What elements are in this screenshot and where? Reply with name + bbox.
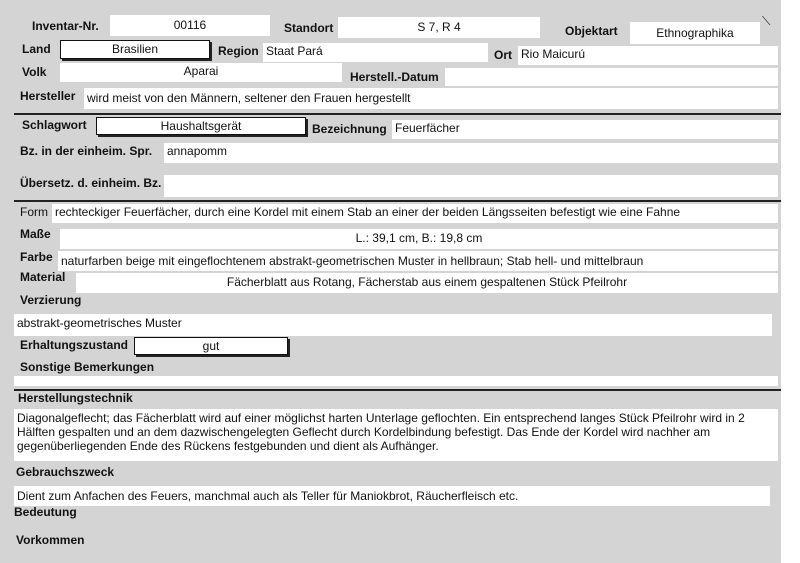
objektart-label: Objektart <box>565 24 618 38</box>
uebersetz-label: Übersetz. d. einheim. Bz. <box>20 176 162 190</box>
schlagwort-field[interactable]: Haushaltsgerät <box>96 117 306 135</box>
bezeichnung-label: Bezeichnung <box>312 122 387 136</box>
form-label: Form <box>20 205 48 219</box>
herstellungstechnik-label: Herstellungstechnik <box>18 391 133 405</box>
volk-label: Volk <box>22 65 47 79</box>
herstell-datum-label: Herstell.-Datum <box>350 70 439 84</box>
objektart-field[interactable]: Ethnographika <box>630 22 760 44</box>
corner-mark-icon: ⟍ <box>762 14 771 28</box>
ort-label: Ort <box>494 48 512 62</box>
herstell-datum-field[interactable] <box>445 68 778 86</box>
volk-field[interactable]: Aparai <box>60 63 342 82</box>
section-divider <box>14 113 781 115</box>
hersteller-label: Hersteller <box>20 89 76 103</box>
standort-label: Standort <box>284 21 334 35</box>
hersteller-field[interactable]: wird meist von den Männern, seltener den Frauen hergestellt <box>84 88 778 109</box>
material-label: Material <box>20 270 66 284</box>
region-label: Region <box>218 44 259 58</box>
bezeichnung-field[interactable]: Feuerfächer <box>392 120 778 139</box>
erhaltung-label: Erhaltungszustand <box>20 338 129 352</box>
land-field[interactable]: Brasilien <box>60 40 210 59</box>
gebrauchszweck-label: Gebrauchszweck <box>16 465 115 479</box>
uebersetz-field[interactable] <box>164 175 778 197</box>
verzierung-label: Verzierung <box>20 293 82 307</box>
land-label: Land <box>22 42 51 56</box>
inventar-nr-field[interactable]: 00116 <box>110 15 270 36</box>
ort-field[interactable]: Rio Maicurú <box>518 46 778 65</box>
region-field[interactable]: Staat Pará <box>263 43 488 62</box>
masse-field[interactable]: L.: 39,1 cm, B.: 19,8 cm <box>60 229 778 249</box>
bz-einheim-field[interactable]: annapomm <box>164 143 778 163</box>
section-divider <box>14 200 781 202</box>
masse-label: Maße <box>20 227 51 241</box>
schlagwort-label: Schlagwort <box>22 118 87 132</box>
gebrauchszweck-field[interactable]: Dient zum Anfachen des Feuers, manchmal auch als Teller für Maniokbrot, Räucherfleisch etc. <box>14 486 770 506</box>
herstellungstechnik-field[interactable]: Diagonalgeflecht; das Fächerblatt wird auf einer möglichst harten Unterlage geflochten. Ein entsprechend langes Stück Pfeilrohr wird in 2 Hälften gespalten und an dem dazwischengelegten Geflecht durch Kordelbindung befestigt. Das Ende der Kordel wird nachher am gegenüberliegenden Ende des Rückens festgebunden und dient als Aufhänger. <box>14 409 778 461</box>
inventar-nr-label: Inventar-Nr. <box>32 19 99 33</box>
material-field[interactable]: Fächerblatt aus Rotang, Fächerstab aus einem gespaltenen Stück Pfeilrohr <box>76 273 778 293</box>
farbe-label: Farbe <box>20 250 53 264</box>
bedeutung-label: Bedeutung <box>14 505 77 519</box>
farbe-field[interactable]: naturfarben beige mit eingeflochtenem abstrakt-geometrischen Muster in hellbraun; Stab hell- und mittelbraun <box>58 251 778 271</box>
standort-field[interactable]: S 7, R 4 <box>338 17 540 38</box>
vorkommen-label: Vorkommen <box>16 533 85 547</box>
verzierung-field[interactable]: abstrakt-geometrisches Muster <box>14 314 772 336</box>
sonstige-field[interactable] <box>14 376 778 386</box>
sonstige-label: Sonstige Bemerkungen <box>20 360 155 374</box>
bz-einheim-label: Bz. in der einheim. Spr. <box>20 144 153 158</box>
form-field[interactable]: rechteckiger Feuerfächer, durch eine Kordel mit einem Stab an einer der beiden Längsseiten befestigt wie eine Fahne <box>52 204 778 223</box>
erhaltung-field[interactable]: gut <box>134 337 288 355</box>
